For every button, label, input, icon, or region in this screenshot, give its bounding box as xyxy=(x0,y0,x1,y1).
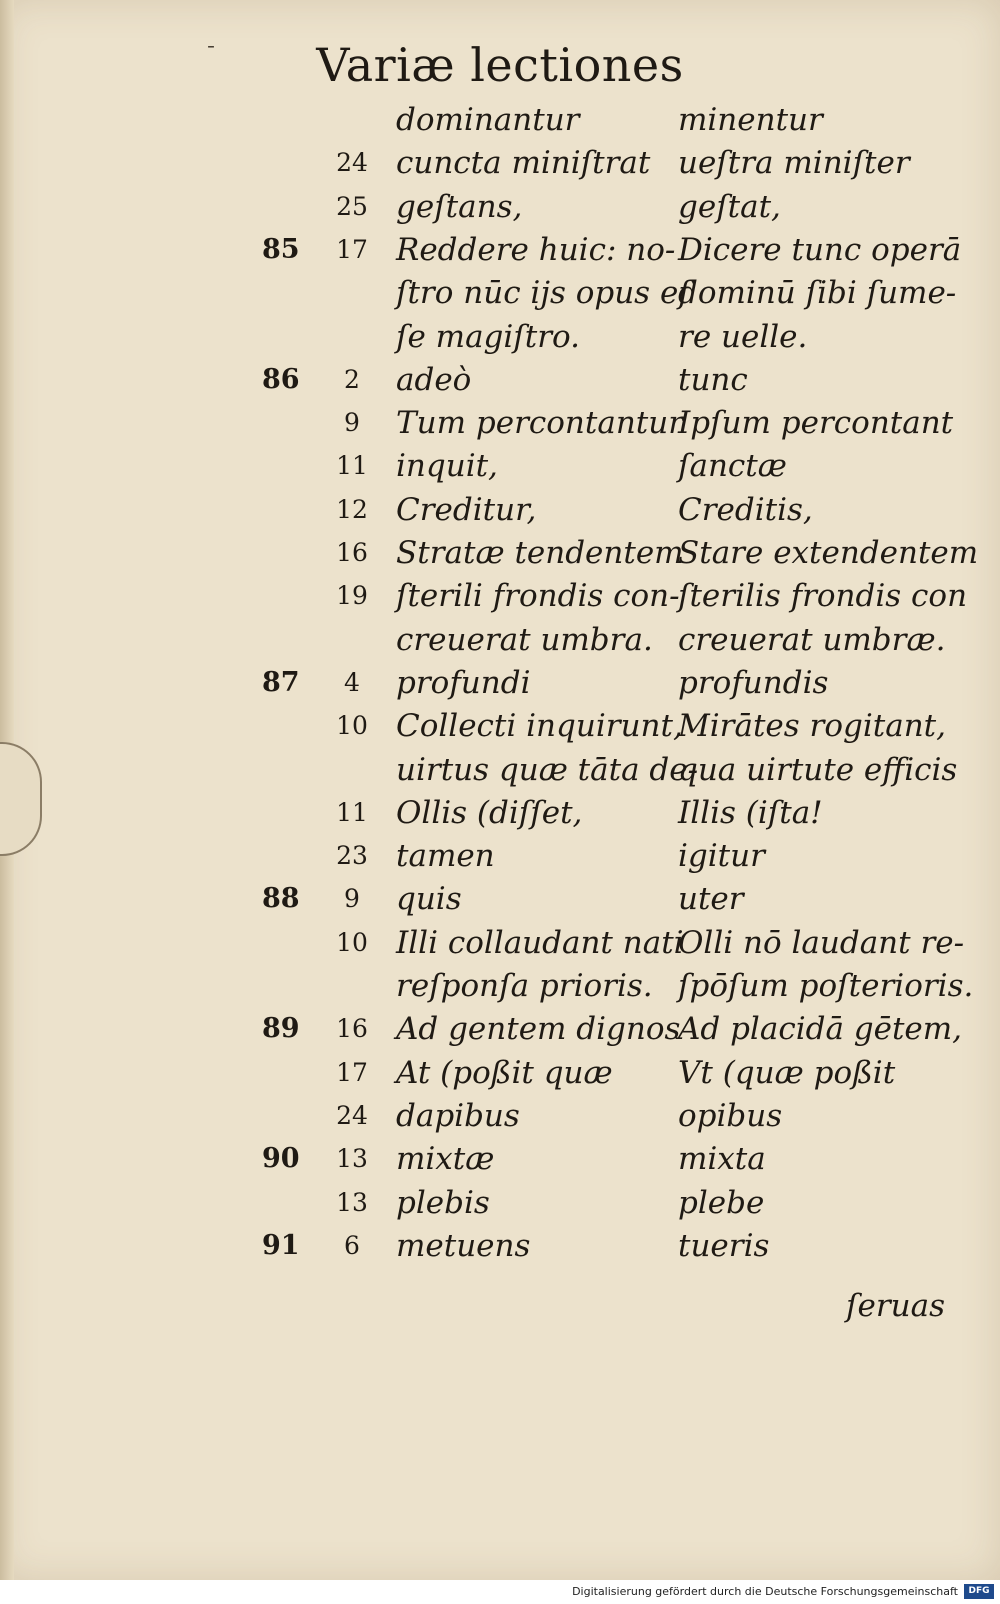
reading-variant: dominū ſibi ſume- xyxy=(678,275,957,312)
line-number: 11 xyxy=(336,797,368,827)
reading-original: dapibus xyxy=(396,1097,520,1134)
line-number: 12 xyxy=(336,494,368,524)
reading-original: tamen xyxy=(396,838,495,875)
reading-variant: tunc xyxy=(678,361,748,398)
line-number: 4 xyxy=(344,667,360,697)
reading-original: Illi collaudant nati xyxy=(396,924,684,961)
reading-variant: Ipſum percontant xyxy=(678,405,954,442)
reading-original: Stratæ tendentem xyxy=(396,535,684,571)
reading-variant: opibus xyxy=(678,1097,783,1134)
reading-variant: mixta xyxy=(678,1141,766,1178)
reading-original: cuncta miniſtrat xyxy=(396,145,651,182)
reading-original: quis xyxy=(396,881,462,918)
table-row xyxy=(0,271,1000,315)
reading-variant: qua uirtute efficis xyxy=(678,751,958,788)
footer-credit-text: Digitalisierung gefördert durch die Deutsche Forschungsgemeinschaft xyxy=(572,1585,958,1598)
reading-variant: Illis (iſta! xyxy=(678,794,823,831)
reading-variant: Stare extendentem xyxy=(678,535,979,571)
reading-original: reſponſa prioris. xyxy=(396,968,653,1004)
table-row xyxy=(0,964,1000,1008)
line-number: 24 xyxy=(336,148,368,178)
table-row xyxy=(0,877,1000,921)
table-row xyxy=(0,1051,1000,1095)
reading-original: At (poßit quæ xyxy=(396,1054,613,1091)
reading-original: uirtus quæ tāta de- xyxy=(396,751,699,788)
folio-number: 86 xyxy=(262,363,300,395)
line-number: 17 xyxy=(336,234,368,264)
reading-original: adeò xyxy=(396,361,472,398)
table-row xyxy=(0,358,1000,402)
reading-variant: tueris xyxy=(678,1227,770,1264)
table-row xyxy=(0,704,1000,748)
reading-original: ſe magiſtro. xyxy=(396,318,581,355)
line-number: 25 xyxy=(336,191,368,221)
reading-variant: igitur xyxy=(678,838,765,875)
line-number: 13 xyxy=(336,1144,368,1174)
reading-original: Creditur, xyxy=(396,491,537,528)
table-row xyxy=(0,1224,1000,1268)
line-number: 2 xyxy=(344,364,360,394)
reading-original: plebis xyxy=(396,1184,490,1221)
reading-original: Ollis (diſſet, xyxy=(396,794,583,831)
table-row xyxy=(0,574,1000,618)
digitization-footer xyxy=(0,1580,1000,1604)
folio-number: 87 xyxy=(262,666,300,698)
reading-original: Reddere huic: no- xyxy=(396,231,676,268)
reading-original: ſtro nūc ijs opus eſ xyxy=(396,275,690,312)
line-number: 9 xyxy=(344,408,360,438)
reading-variant: plebe xyxy=(678,1184,765,1221)
reading-original: dominantur xyxy=(396,102,580,138)
table-row xyxy=(0,1181,1000,1225)
table-row xyxy=(0,488,1000,532)
reading-original: profundi xyxy=(396,664,531,701)
table-row xyxy=(0,834,1000,878)
corner-mark: ¯ xyxy=(206,42,216,66)
table-row xyxy=(0,315,1000,359)
reading-original: Collecti inquirunt, xyxy=(396,708,683,745)
line-number: 17 xyxy=(336,1057,368,1087)
table-row xyxy=(0,1094,1000,1138)
reading-variant: minentur xyxy=(678,102,823,138)
line-number: 24 xyxy=(336,1100,368,1130)
reading-original: Tum percontantur xyxy=(396,405,684,442)
reading-variant: ſterilis frondis con xyxy=(678,578,968,615)
table-row xyxy=(0,98,1000,142)
dfg-logo: DFG xyxy=(964,1584,994,1599)
reading-variant: ſanctæ xyxy=(678,448,787,485)
page-title: Variæ lectiones xyxy=(316,38,684,92)
reading-variant: geſtat, xyxy=(678,188,781,225)
table-row xyxy=(0,1007,1000,1051)
folio-number: 91 xyxy=(262,1229,300,1261)
line-number: 9 xyxy=(344,884,360,914)
reading-variant: creuerat umbræ. xyxy=(678,621,946,658)
table-row xyxy=(0,791,1000,835)
reading-variant: Creditis, xyxy=(678,491,813,528)
line-number: 19 xyxy=(336,581,368,611)
reading-variant: re uelle. xyxy=(678,318,808,355)
catchword: ſeruas xyxy=(846,1288,945,1324)
table-row xyxy=(0,1137,1000,1181)
folio-number: 85 xyxy=(262,233,300,265)
line-number: 23 xyxy=(336,841,368,871)
folio-number: 88 xyxy=(262,883,300,915)
reading-variant: Vt (quæ poßit xyxy=(678,1054,896,1091)
reading-original: Ad gentem dignos xyxy=(396,1011,681,1048)
reading-variant: profundis xyxy=(678,664,829,701)
reading-original: metuens xyxy=(396,1227,531,1264)
folio-number: 89 xyxy=(262,1013,300,1045)
table-row xyxy=(0,401,1000,445)
reading-variant: ſpōſum poſterioris. xyxy=(678,968,974,1004)
table-row xyxy=(0,141,1000,185)
reading-variant: Mirātes rogitant, xyxy=(678,708,946,745)
reading-original: mixtæ xyxy=(396,1141,495,1178)
reading-original: inquit, xyxy=(396,448,498,485)
reading-original: creuerat umbra. xyxy=(396,621,653,658)
line-number: 16 xyxy=(336,1014,368,1044)
line-number: 11 xyxy=(336,451,368,481)
line-number: 6 xyxy=(344,1230,360,1260)
table-row xyxy=(0,228,1000,272)
line-number: 16 xyxy=(336,538,368,567)
table-row xyxy=(0,661,1000,705)
reading-original: ſterili frondis con- xyxy=(396,578,680,615)
table-row xyxy=(0,921,1000,965)
reading-original: geſtans, xyxy=(396,188,523,225)
table-row xyxy=(0,618,1000,662)
reading-variant: Ad placidā gētem, xyxy=(678,1011,963,1048)
folio-number: 90 xyxy=(262,1143,300,1175)
table-row xyxy=(0,185,1000,229)
line-number: 10 xyxy=(336,927,368,957)
line-number: 13 xyxy=(336,1187,368,1217)
table-row xyxy=(0,444,1000,488)
table-row xyxy=(0,531,1000,575)
reading-variant: uter xyxy=(678,881,744,918)
line-number: 10 xyxy=(336,711,368,741)
table-row xyxy=(0,748,1000,792)
reading-variant: ueſtra miniſter xyxy=(678,145,910,182)
reading-variant: Olli nō laudant re- xyxy=(678,924,965,961)
reading-variant: Dicere tunc operā xyxy=(678,231,962,268)
